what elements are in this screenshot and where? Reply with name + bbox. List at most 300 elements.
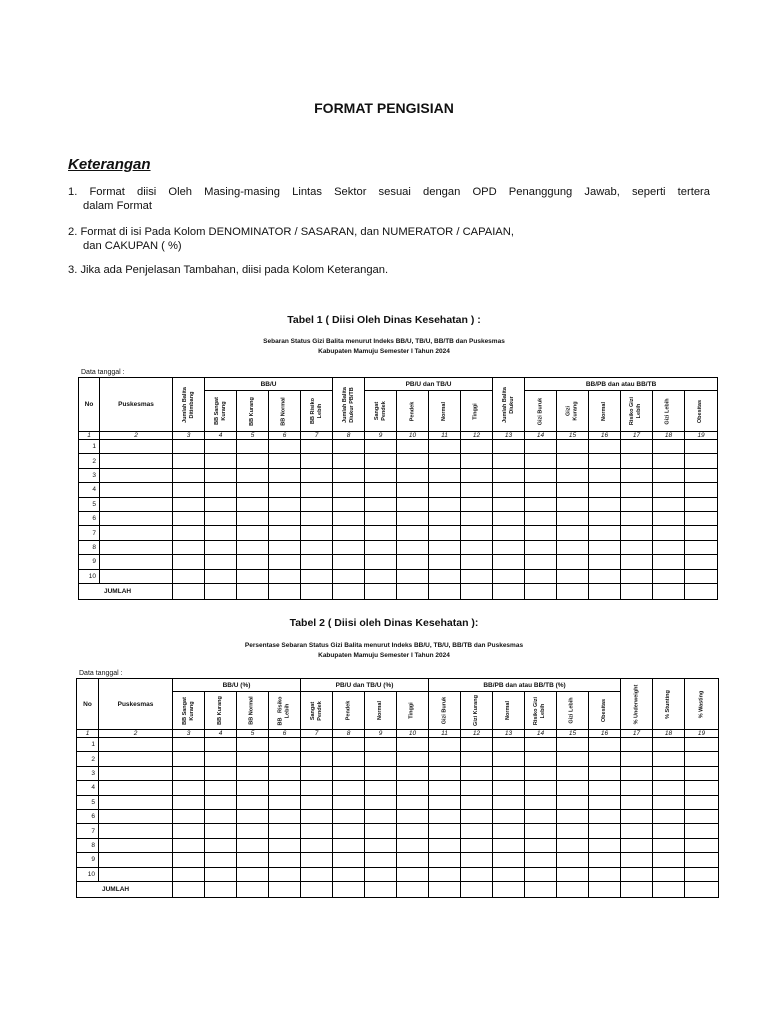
table-cell[interactable] (99, 738, 173, 752)
table-cell[interactable] (301, 511, 333, 525)
table-cell[interactable] (173, 752, 205, 766)
table-cell[interactable] (173, 766, 205, 780)
table-cell[interactable] (205, 781, 237, 795)
table-cell[interactable] (621, 497, 653, 511)
table-cell[interactable] (525, 440, 557, 454)
table-cell[interactable] (205, 569, 237, 583)
table-cell[interactable] (621, 454, 653, 468)
table-cell[interactable] (461, 752, 493, 766)
table-cell[interactable] (173, 738, 205, 752)
table-cell[interactable] (589, 526, 621, 540)
table-cell[interactable] (365, 497, 397, 511)
table-cell[interactable] (301, 526, 333, 540)
table-cell[interactable] (461, 867, 493, 881)
table-cell[interactable] (653, 738, 685, 752)
table-cell[interactable] (269, 511, 301, 525)
table-cell[interactable] (301, 853, 333, 867)
table-cell[interactable] (301, 881, 333, 897)
table-cell[interactable] (653, 781, 685, 795)
table-cell[interactable] (301, 781, 333, 795)
table-cell[interactable] (461, 781, 493, 795)
table-cell[interactable] (99, 795, 173, 809)
table-cell[interactable] (397, 526, 429, 540)
table-cell[interactable] (365, 824, 397, 838)
table-cell[interactable] (333, 440, 365, 454)
table-cell[interactable] (653, 468, 685, 482)
table-cell[interactable] (429, 781, 461, 795)
table-cell[interactable] (205, 440, 237, 454)
table-cell[interactable] (589, 809, 621, 823)
table-cell[interactable] (205, 766, 237, 780)
table-cell[interactable] (100, 483, 173, 497)
table-cell[interactable] (301, 454, 333, 468)
table-cell[interactable] (557, 838, 589, 852)
table-cell[interactable] (173, 867, 205, 881)
table-cell[interactable] (461, 526, 493, 540)
table-cell[interactable] (237, 766, 269, 780)
table-cell[interactable] (333, 454, 365, 468)
table-cell[interactable] (685, 440, 718, 454)
table-cell[interactable] (237, 569, 269, 583)
table-cell[interactable] (653, 583, 685, 599)
table-cell[interactable] (493, 454, 525, 468)
table-cell[interactable] (173, 781, 205, 795)
table-cell[interactable] (589, 454, 621, 468)
table-cell[interactable] (589, 468, 621, 482)
table-cell[interactable] (525, 468, 557, 482)
table-cell[interactable] (301, 555, 333, 569)
table-cell[interactable] (589, 511, 621, 525)
table-cell[interactable] (621, 853, 653, 867)
table-cell[interactable] (653, 526, 685, 540)
table-cell[interactable] (621, 511, 653, 525)
table-cell[interactable] (557, 766, 589, 780)
table-cell[interactable] (621, 824, 653, 838)
table-cell[interactable] (493, 881, 525, 897)
table-cell[interactable] (301, 583, 333, 599)
table-cell[interactable] (365, 752, 397, 766)
table-cell[interactable] (173, 511, 205, 525)
table-cell[interactable] (173, 555, 205, 569)
table-cell[interactable] (493, 468, 525, 482)
table-cell[interactable] (557, 881, 589, 897)
table-cell[interactable] (237, 526, 269, 540)
table-cell[interactable] (397, 468, 429, 482)
table-cell[interactable] (100, 511, 173, 525)
table-cell[interactable] (621, 483, 653, 497)
table-cell[interactable] (237, 440, 269, 454)
table-cell[interactable] (493, 440, 525, 454)
table-cell[interactable] (333, 569, 365, 583)
table-cell[interactable] (269, 440, 301, 454)
table-cell[interactable] (301, 483, 333, 497)
table-cell[interactable] (333, 766, 365, 780)
table-cell[interactable] (589, 738, 621, 752)
table-cell[interactable] (397, 583, 429, 599)
table-cell[interactable] (269, 468, 301, 482)
table-cell[interactable] (685, 809, 719, 823)
table-cell[interactable] (461, 497, 493, 511)
table-cell[interactable] (621, 838, 653, 852)
table-cell[interactable] (557, 540, 589, 554)
table-cell[interactable] (269, 583, 301, 599)
table-cell[interactable] (653, 766, 685, 780)
table-cell[interactable] (493, 781, 525, 795)
table-cell[interactable] (237, 454, 269, 468)
table-cell[interactable] (461, 838, 493, 852)
table-cell[interactable] (397, 555, 429, 569)
table-cell[interactable] (461, 824, 493, 838)
table-cell[interactable] (205, 867, 237, 881)
table-cell[interactable] (685, 497, 718, 511)
table-cell[interactable] (173, 540, 205, 554)
table-cell[interactable] (173, 526, 205, 540)
table-cell[interactable] (653, 867, 685, 881)
table-cell[interactable] (365, 795, 397, 809)
table-cell[interactable] (653, 497, 685, 511)
table-cell[interactable] (493, 795, 525, 809)
table-cell[interactable] (557, 583, 589, 599)
table-cell[interactable] (99, 766, 173, 780)
table-cell[interactable] (429, 795, 461, 809)
table-cell[interactable] (589, 881, 621, 897)
table-cell[interactable] (269, 555, 301, 569)
table-cell[interactable] (365, 583, 397, 599)
table-cell[interactable] (525, 766, 557, 780)
table-cell[interactable] (653, 752, 685, 766)
table-cell[interactable] (589, 583, 621, 599)
table-cell[interactable] (557, 867, 589, 881)
table-cell[interactable] (205, 497, 237, 511)
table-cell[interactable] (685, 867, 719, 881)
table-cell[interactable] (397, 540, 429, 554)
table-cell[interactable] (429, 468, 461, 482)
table-cell[interactable] (621, 526, 653, 540)
table-cell[interactable] (269, 540, 301, 554)
table-cell[interactable] (100, 454, 173, 468)
table-cell[interactable] (173, 569, 205, 583)
table-cell[interactable] (269, 867, 301, 881)
table-cell[interactable] (557, 853, 589, 867)
table-cell[interactable] (333, 795, 365, 809)
table-cell[interactable] (333, 526, 365, 540)
table-cell[interactable] (557, 569, 589, 583)
table-cell[interactable] (301, 468, 333, 482)
table-cell[interactable] (685, 881, 719, 897)
table-cell[interactable] (525, 752, 557, 766)
table-cell[interactable] (557, 440, 589, 454)
table-cell[interactable] (493, 853, 525, 867)
table-cell[interactable] (557, 511, 589, 525)
table-cell[interactable] (685, 569, 718, 583)
table-cell[interactable] (653, 795, 685, 809)
table-cell[interactable] (589, 752, 621, 766)
table-cell[interactable] (397, 511, 429, 525)
table-cell[interactable] (557, 483, 589, 497)
table-cell[interactable] (557, 824, 589, 838)
table-cell[interactable] (493, 526, 525, 540)
table-cell[interactable] (429, 483, 461, 497)
table-cell[interactable] (205, 738, 237, 752)
table-cell[interactable] (429, 867, 461, 881)
table-cell[interactable] (301, 540, 333, 554)
table-cell[interactable] (397, 853, 429, 867)
table-cell[interactable] (429, 824, 461, 838)
table-cell[interactable] (397, 483, 429, 497)
table-cell[interactable] (100, 555, 173, 569)
table-cell[interactable] (333, 824, 365, 838)
table-cell[interactable] (525, 526, 557, 540)
table-cell[interactable] (365, 468, 397, 482)
table-cell[interactable] (301, 838, 333, 852)
table-cell[interactable] (301, 809, 333, 823)
table-cell[interactable] (653, 824, 685, 838)
table-cell[interactable] (269, 838, 301, 852)
table-cell[interactable] (365, 781, 397, 795)
table-cell[interactable] (589, 781, 621, 795)
table-cell[interactable] (429, 881, 461, 897)
table-cell[interactable] (301, 766, 333, 780)
table-cell[interactable] (621, 809, 653, 823)
table-cell[interactable] (365, 511, 397, 525)
table-cell[interactable] (621, 569, 653, 583)
table-cell[interactable] (429, 526, 461, 540)
table-cell[interactable] (205, 540, 237, 554)
table-cell[interactable] (429, 497, 461, 511)
table-cell[interactable] (525, 738, 557, 752)
table-cell[interactable] (589, 867, 621, 881)
table-cell[interactable] (525, 540, 557, 554)
table-cell[interactable] (333, 540, 365, 554)
table-cell[interactable] (269, 497, 301, 511)
table-cell[interactable] (269, 738, 301, 752)
table-cell[interactable] (365, 867, 397, 881)
table-cell[interactable] (365, 881, 397, 897)
table-cell[interactable] (461, 569, 493, 583)
table-cell[interactable] (557, 526, 589, 540)
table-cell[interactable] (173, 881, 205, 897)
table-cell[interactable] (621, 766, 653, 780)
table-cell[interactable] (397, 454, 429, 468)
table-cell[interactable] (429, 511, 461, 525)
table-cell[interactable] (685, 824, 719, 838)
table-cell[interactable] (461, 738, 493, 752)
table-cell[interactable] (205, 809, 237, 823)
table-cell[interactable] (429, 555, 461, 569)
table-cell[interactable] (525, 867, 557, 881)
table-cell[interactable] (493, 824, 525, 838)
table-cell[interactable] (397, 795, 429, 809)
table-cell[interactable] (397, 752, 429, 766)
table-cell[interactable] (461, 555, 493, 569)
table-cell[interactable] (269, 824, 301, 838)
table-cell[interactable] (205, 838, 237, 852)
table-cell[interactable] (429, 809, 461, 823)
table-cell[interactable] (333, 468, 365, 482)
table-cell[interactable] (461, 454, 493, 468)
table-cell[interactable] (525, 454, 557, 468)
table-cell[interactable] (429, 766, 461, 780)
table-cell[interactable] (269, 809, 301, 823)
table-cell[interactable] (493, 540, 525, 554)
table-cell[interactable] (621, 752, 653, 766)
table-cell[interactable] (589, 497, 621, 511)
table-cell[interactable] (237, 781, 269, 795)
table-cell[interactable] (333, 583, 365, 599)
table-cell[interactable] (205, 853, 237, 867)
table-cell[interactable] (493, 809, 525, 823)
table-cell[interactable] (685, 838, 719, 852)
table-cell[interactable] (685, 752, 719, 766)
table-cell[interactable] (525, 838, 557, 852)
table-cell[interactable] (397, 824, 429, 838)
table-cell[interactable] (653, 483, 685, 497)
table-cell[interactable] (653, 853, 685, 867)
table-cell[interactable] (173, 468, 205, 482)
table-cell[interactable] (429, 540, 461, 554)
table-cell[interactable] (397, 766, 429, 780)
table-cell[interactable] (269, 483, 301, 497)
table-cell[interactable] (653, 555, 685, 569)
table-cell[interactable] (461, 511, 493, 525)
table-cell[interactable] (621, 555, 653, 569)
table-cell[interactable] (365, 526, 397, 540)
table-cell[interactable] (365, 738, 397, 752)
table-cell[interactable] (685, 555, 718, 569)
table-cell[interactable] (237, 881, 269, 897)
table-cell[interactable] (685, 483, 718, 497)
table-cell[interactable] (621, 881, 653, 897)
table-cell[interactable] (99, 853, 173, 867)
table-cell[interactable] (589, 795, 621, 809)
table-cell[interactable] (429, 440, 461, 454)
table-cell[interactable] (557, 454, 589, 468)
table-cell[interactable] (333, 511, 365, 525)
table-cell[interactable] (269, 881, 301, 897)
table-cell[interactable] (365, 766, 397, 780)
table-cell[interactable] (493, 583, 525, 599)
table-cell[interactable] (365, 540, 397, 554)
table-cell[interactable] (99, 867, 173, 881)
table-cell[interactable] (205, 795, 237, 809)
table-cell[interactable] (525, 881, 557, 897)
table-cell[interactable] (461, 483, 493, 497)
table-cell[interactable] (365, 440, 397, 454)
table-cell[interactable] (589, 838, 621, 852)
table-cell[interactable] (237, 511, 269, 525)
table-cell[interactable] (397, 440, 429, 454)
table-cell[interactable] (173, 838, 205, 852)
table-cell[interactable] (429, 738, 461, 752)
table-cell[interactable] (397, 569, 429, 583)
table-cell[interactable] (557, 468, 589, 482)
table-cell[interactable] (589, 824, 621, 838)
table-cell[interactable] (365, 809, 397, 823)
table-cell[interactable] (397, 809, 429, 823)
table-cell[interactable] (493, 867, 525, 881)
table-cell[interactable] (653, 511, 685, 525)
table-cell[interactable] (557, 738, 589, 752)
table-cell[interactable] (493, 838, 525, 852)
table-cell[interactable] (589, 440, 621, 454)
table-cell[interactable] (525, 483, 557, 497)
table-cell[interactable] (269, 752, 301, 766)
table-cell[interactable] (205, 881, 237, 897)
table-cell[interactable] (685, 468, 718, 482)
table-cell[interactable] (397, 867, 429, 881)
table-cell[interactable] (205, 468, 237, 482)
table-cell[interactable] (301, 497, 333, 511)
table-cell[interactable] (173, 454, 205, 468)
table-cell[interactable] (589, 483, 621, 497)
table-cell[interactable] (589, 569, 621, 583)
table-cell[interactable] (557, 497, 589, 511)
table-cell[interactable] (365, 483, 397, 497)
table-cell[interactable] (461, 795, 493, 809)
table-cell[interactable] (365, 454, 397, 468)
table-cell[interactable] (557, 795, 589, 809)
table-cell[interactable] (653, 809, 685, 823)
table-cell[interactable] (100, 468, 173, 482)
table-cell[interactable] (205, 752, 237, 766)
table-cell[interactable] (461, 853, 493, 867)
table-cell[interactable] (461, 468, 493, 482)
table-cell[interactable] (100, 569, 173, 583)
table-cell[interactable] (237, 483, 269, 497)
table-cell[interactable] (653, 838, 685, 852)
table-cell[interactable] (621, 540, 653, 554)
table-cell[interactable] (173, 583, 205, 599)
table-cell[interactable] (333, 867, 365, 881)
table-cell[interactable] (685, 511, 718, 525)
table-cell[interactable] (493, 752, 525, 766)
table-cell[interactable] (269, 454, 301, 468)
table-cell[interactable] (269, 526, 301, 540)
table-cell[interactable] (557, 809, 589, 823)
table-cell[interactable] (525, 569, 557, 583)
table-cell[interactable] (429, 838, 461, 852)
table-cell[interactable] (493, 511, 525, 525)
table-cell[interactable] (173, 795, 205, 809)
table-cell[interactable] (237, 809, 269, 823)
table-cell[interactable] (333, 497, 365, 511)
table-cell[interactable] (461, 809, 493, 823)
table-cell[interactable] (205, 526, 237, 540)
table-cell[interactable] (237, 752, 269, 766)
table-cell[interactable] (525, 795, 557, 809)
table-cell[interactable] (429, 853, 461, 867)
table-cell[interactable] (237, 497, 269, 511)
table-cell[interactable] (685, 526, 718, 540)
table-cell[interactable] (685, 583, 718, 599)
table-cell[interactable] (173, 853, 205, 867)
table-cell[interactable] (589, 555, 621, 569)
table-cell[interactable] (461, 440, 493, 454)
table-cell[interactable] (333, 853, 365, 867)
table-cell[interactable] (237, 824, 269, 838)
table-cell[interactable] (99, 781, 173, 795)
table-cell[interactable] (205, 511, 237, 525)
table-cell[interactable] (653, 440, 685, 454)
table-cell[interactable] (525, 511, 557, 525)
table-cell[interactable] (429, 752, 461, 766)
table-cell[interactable] (333, 881, 365, 897)
table-cell[interactable] (525, 809, 557, 823)
table-cell[interactable] (589, 766, 621, 780)
table-cell[interactable] (621, 795, 653, 809)
table-cell[interactable] (493, 569, 525, 583)
table-cell[interactable] (269, 766, 301, 780)
